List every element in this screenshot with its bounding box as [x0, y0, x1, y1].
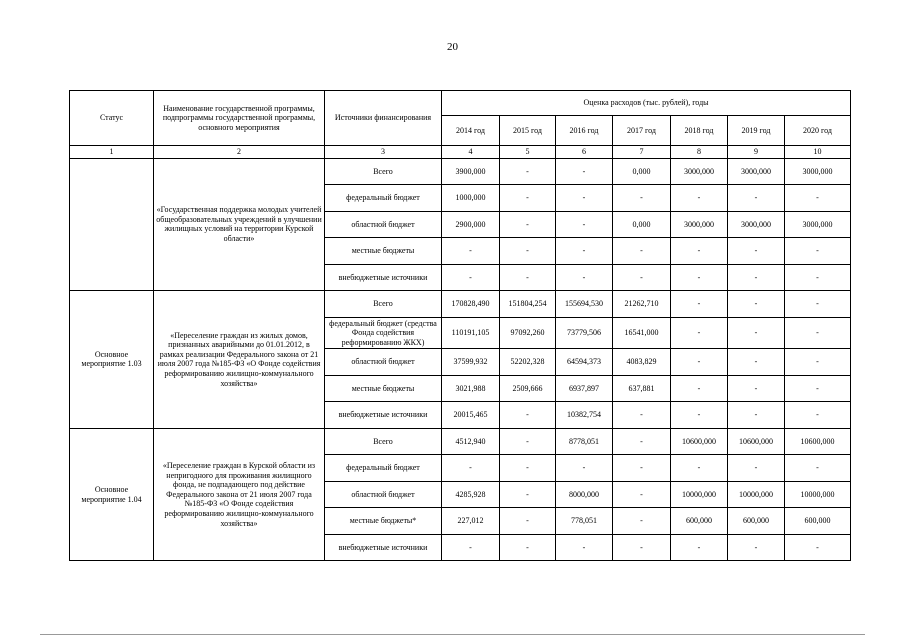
program-name-cell: «Переселение граждан из жилых домов, признанных аварийными до 01.01.2012, в рамках реализации Федерального закона от 21 июля 2007 года №185-ФЗ «О Фонде содействия реформированию жилищно-коммунального хозяйства» [154, 291, 325, 429]
header-estimate: Оценка расходов (тыс. рублей), годы [442, 91, 851, 116]
value-cell: 4083,829 [613, 349, 671, 376]
value-cell: - [728, 349, 785, 376]
value-cell: - [556, 158, 613, 185]
value-cell: - [785, 349, 851, 376]
value-cell: - [500, 158, 556, 185]
value-cell: - [500, 238, 556, 265]
value-cell: 151804,254 [500, 291, 556, 318]
value-cell: - [500, 534, 556, 561]
header-year: 2014 год [442, 116, 500, 146]
value-cell: - [613, 238, 671, 265]
column-number: 5 [500, 146, 556, 159]
value-cell: - [500, 481, 556, 508]
header-year: 2019 год [728, 116, 785, 146]
value-cell: 3900,000 [442, 158, 500, 185]
value-cell: 21262,710 [613, 291, 671, 318]
column-number: 1 [70, 146, 154, 159]
value-cell: - [442, 455, 500, 482]
value-cell: - [728, 375, 785, 402]
value-cell: 8778,051 [556, 428, 613, 455]
value-cell: - [613, 185, 671, 212]
source-cell: областной бюджет [325, 211, 442, 238]
value-cell: - [785, 455, 851, 482]
value-cell: 8000,000 [556, 481, 613, 508]
value-cell: - [442, 534, 500, 561]
value-cell: - [671, 402, 728, 429]
source-cell: федеральный бюджет [325, 455, 442, 482]
value-cell: 2509,666 [500, 375, 556, 402]
value-cell: 227,012 [442, 508, 500, 535]
value-cell: - [785, 402, 851, 429]
header-year: 2020 год [785, 116, 851, 146]
source-cell: федеральный бюджет [325, 185, 442, 212]
column-number: 10 [785, 146, 851, 159]
table-body [70, 158, 851, 561]
program-name-cell: «Государственная поддержка молодых учителей общеобразовательных учреждений в улучшении жилищных условий на территории Курской области» [154, 158, 325, 291]
value-cell: - [442, 264, 500, 291]
value-cell: 2900,000 [442, 211, 500, 238]
value-cell: - [671, 317, 728, 349]
value-cell: - [500, 402, 556, 429]
value-cell: 73779,506 [556, 317, 613, 349]
value-cell: 10382,754 [556, 402, 613, 429]
value-cell: 600,000 [728, 508, 785, 535]
value-cell: 637,881 [613, 375, 671, 402]
source-cell: местные бюджеты [325, 238, 442, 265]
source-cell: областной бюджет [325, 349, 442, 376]
program-name-cell: «Переселение граждан в Курской области из непригодного для проживания жилищного фонда, не подпадающего под действие Федерального закона от 21 июля 2007 года №185-ФЗ «О Фонде содействия реформированию жилищно-коммунального хозяйства» [154, 428, 325, 561]
source-cell: местные бюджеты [325, 375, 442, 402]
value-cell: - [556, 211, 613, 238]
value-cell: - [671, 238, 728, 265]
value-cell: - [671, 264, 728, 291]
value-cell: - [613, 455, 671, 482]
value-cell: - [613, 402, 671, 429]
value-cell: - [728, 455, 785, 482]
column-number: 4 [442, 146, 500, 159]
column-numbers-row [70, 146, 851, 159]
value-cell: 600,000 [785, 508, 851, 535]
value-cell: 4512,940 [442, 428, 500, 455]
value-cell: - [785, 185, 851, 212]
column-number: 9 [728, 146, 785, 159]
status-cell: Основное мероприятие 1.03 [70, 291, 154, 429]
value-cell: - [785, 375, 851, 402]
value-cell: - [556, 534, 613, 561]
value-cell: - [556, 264, 613, 291]
value-cell: 3021,988 [442, 375, 500, 402]
value-cell: 0,000 [613, 211, 671, 238]
value-cell: 1000,000 [442, 185, 500, 212]
budget-table [69, 90, 851, 561]
value-cell: - [728, 238, 785, 265]
value-cell: 170828,490 [442, 291, 500, 318]
value-cell: - [728, 264, 785, 291]
value-cell: - [785, 238, 851, 265]
value-cell: 10600,000 [785, 428, 851, 455]
value-cell: - [500, 455, 556, 482]
value-cell: 6937,897 [556, 375, 613, 402]
value-cell: - [728, 402, 785, 429]
value-cell: 10000,000 [728, 481, 785, 508]
value-cell: 10000,000 [671, 481, 728, 508]
source-cell: местные бюджеты* [325, 508, 442, 535]
value-cell: - [556, 185, 613, 212]
source-cell: внебюджетные источники [325, 402, 442, 429]
value-cell: 0,000 [613, 158, 671, 185]
value-cell: - [500, 428, 556, 455]
header-sources: Источники финансирования [325, 91, 442, 146]
column-number: 3 [325, 146, 442, 159]
column-number: 8 [671, 146, 728, 159]
value-cell: 16541,000 [613, 317, 671, 349]
table-row [70, 291, 851, 318]
value-cell: 3000,000 [785, 211, 851, 238]
value-cell: 64594,373 [556, 349, 613, 376]
page-number: 20 [447, 41, 458, 53]
value-cell: - [556, 238, 613, 265]
value-cell: - [613, 264, 671, 291]
column-number: 2 [154, 146, 325, 159]
value-cell: - [671, 349, 728, 376]
header-program-name: Наименование государственной программы, подпрограммы государственной программы, основного мероприятия [154, 91, 325, 146]
value-cell: 3000,000 [728, 211, 785, 238]
header-year: 2018 год [671, 116, 728, 146]
header-year: 2016 год [556, 116, 613, 146]
value-cell: 3000,000 [671, 211, 728, 238]
value-cell: - [500, 211, 556, 238]
table-row [70, 158, 851, 185]
value-cell: 3000,000 [728, 158, 785, 185]
column-number: 7 [613, 146, 671, 159]
value-cell: 4285,928 [442, 481, 500, 508]
page-bottom-rule [40, 634, 865, 635]
value-cell: 97092,260 [500, 317, 556, 349]
value-cell: - [671, 291, 728, 318]
status-cell [70, 158, 154, 291]
header-year: 2015 год [500, 116, 556, 146]
source-cell: внебюджетные источники [325, 264, 442, 291]
value-cell: - [500, 508, 556, 535]
value-cell: 52202,328 [500, 349, 556, 376]
value-cell: - [785, 534, 851, 561]
value-cell: - [613, 534, 671, 561]
value-cell: - [728, 291, 785, 318]
value-cell: - [671, 534, 728, 561]
value-cell: 600,000 [671, 508, 728, 535]
value-cell: 3000,000 [785, 158, 851, 185]
value-cell: 10600,000 [671, 428, 728, 455]
value-cell: 155694,530 [556, 291, 613, 318]
value-cell: - [613, 481, 671, 508]
value-cell: - [500, 264, 556, 291]
value-cell: - [556, 455, 613, 482]
source-cell: федеральный бюджет (средства Фонда содействия реформированию ЖКХ) [325, 317, 442, 349]
value-cell: - [728, 317, 785, 349]
value-cell: - [728, 534, 785, 561]
value-cell: - [671, 455, 728, 482]
header-status: Статус [70, 91, 154, 146]
value-cell: - [442, 238, 500, 265]
source-cell: областной бюджет [325, 481, 442, 508]
value-cell: 3000,000 [671, 158, 728, 185]
value-cell: - [728, 185, 785, 212]
value-cell: - [785, 291, 851, 318]
value-cell: - [785, 317, 851, 349]
value-cell: 20015,465 [442, 402, 500, 429]
value-cell: - [613, 428, 671, 455]
value-cell: 37599,932 [442, 349, 500, 376]
value-cell: - [613, 508, 671, 535]
source-cell: внебюджетные источники [325, 534, 442, 561]
status-cell: Основное мероприятие 1.04 [70, 428, 154, 561]
header-year: 2017 год [613, 116, 671, 146]
source-cell: Всего [325, 158, 442, 185]
value-cell: 778,051 [556, 508, 613, 535]
value-cell: 10600,000 [728, 428, 785, 455]
value-cell: - [785, 264, 851, 291]
value-cell: - [671, 185, 728, 212]
value-cell: - [671, 375, 728, 402]
source-cell: Всего [325, 428, 442, 455]
value-cell: 10000,000 [785, 481, 851, 508]
column-number: 6 [556, 146, 613, 159]
table-row [70, 428, 851, 455]
source-cell: Всего [325, 291, 442, 318]
value-cell: 110191,105 [442, 317, 500, 349]
value-cell: - [500, 185, 556, 212]
